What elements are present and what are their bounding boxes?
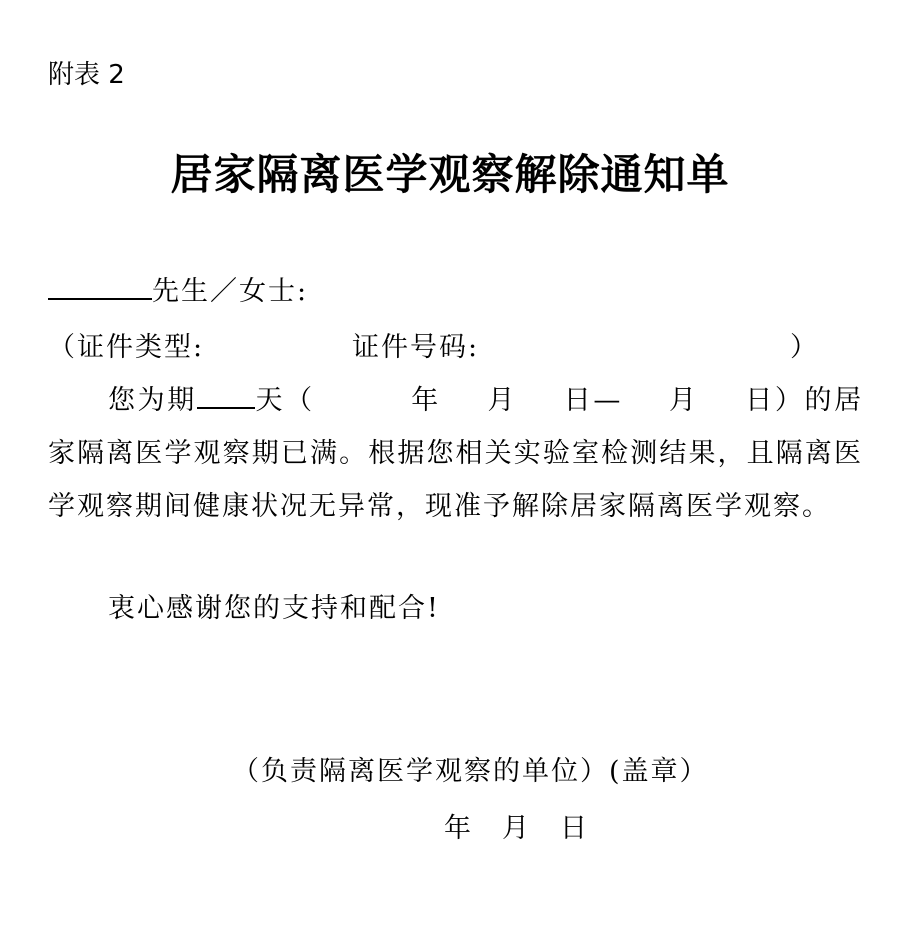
paragraph-seg1: 您为期 xyxy=(108,385,197,416)
signature-date: 年 月 日 xyxy=(444,813,589,844)
id-number-label: 证件号码: xyxy=(352,332,480,363)
start-month: 月 xyxy=(486,385,518,416)
id-line-close: ） xyxy=(790,332,819,363)
start-year: 年 xyxy=(410,385,441,416)
document-title: 居家隔离医学观察解除通知单 xyxy=(170,150,730,199)
notice-paragraph xyxy=(48,374,863,533)
thanks-line: 衷心感谢您的支持和配合! xyxy=(108,593,440,624)
paragraph-rest: 居家隔离医学观察期已满。根据您相关实验室检测结果，且隔离医学观察期间健康状况无异常，现准予解除居家隔离医学观察。 xyxy=(48,385,864,522)
end-day: 日）的 xyxy=(744,385,835,416)
days-blank xyxy=(197,381,255,409)
start-day: 日— xyxy=(563,385,623,416)
id-type-label: （证件类型: xyxy=(48,332,205,363)
end-month: 月 xyxy=(668,385,699,416)
salutation-suffix: 先生／女士: xyxy=(152,276,309,307)
paragraph-seg2: 天（ xyxy=(254,385,315,416)
name-blank xyxy=(48,272,152,300)
salutation-line xyxy=(48,269,308,308)
appendix-label: 附表 2 xyxy=(48,60,125,90)
issuing-unit-line: （负责隔离医学观察的单位）(盖章） xyxy=(232,756,709,787)
